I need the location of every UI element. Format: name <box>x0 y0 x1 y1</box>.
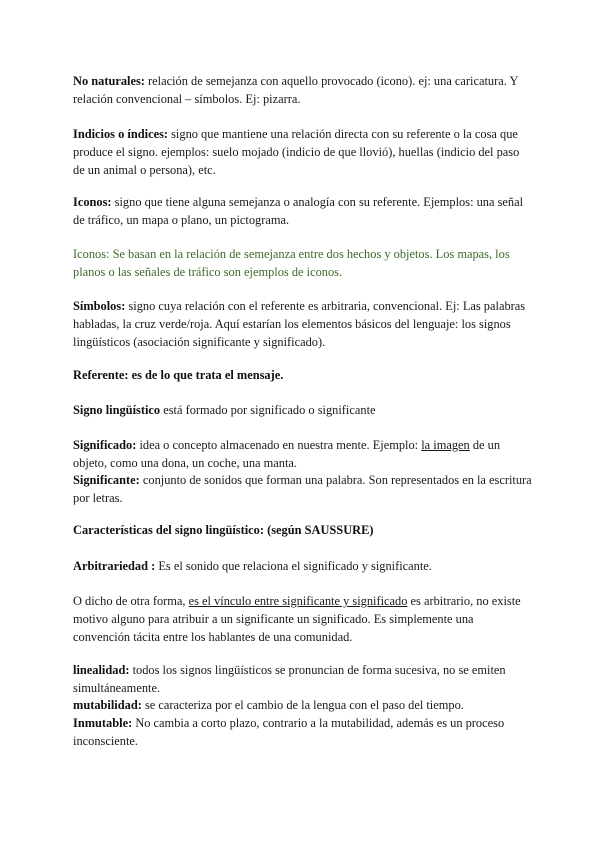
paragraph-mutabilidad <box>73 696 533 714</box>
term-arbitrariedad: Arbitrariedad : <box>73 559 156 573</box>
paragraph-signo-linguistico <box>73 401 533 419</box>
term-significante: Significante: <box>73 473 140 487</box>
paragraph-referente <box>73 366 533 384</box>
paragraph-no-naturales <box>73 72 533 108</box>
term-signo-linguistico: Signo lingüístico <box>73 403 161 417</box>
vinculo-link[interactable]: es el vínculo entre significante y significado <box>188 594 408 608</box>
paragraph-linealidad <box>73 661 533 697</box>
term-linealidad: linealidad: <box>73 663 130 677</box>
definition-linealidad: todos los signos lingüísticos se pronuncian de forma sucesiva, no se emiten simultáneamente. <box>73 663 506 695</box>
dicho-end: es arbitrario, no existe motivo alguno para atribuir a un significante un significado. Es simplemente una convención tácita entre los hablantes de una comunidad. <box>73 594 521 644</box>
term-mutabilidad: mutabilidad: <box>73 698 142 712</box>
la-imagen-link[interactable]: la imagen <box>421 438 470 452</box>
paragraph-dicho-de-otra-forma <box>73 592 533 646</box>
definition-no-naturales: relación de semejanza con aquello provocado (icono). ej: una caricatura. Y relación convencional – símbolos. Ej: pizarra. <box>73 74 518 106</box>
definition-significado-start: idea o concepto almacenado en nuestra mente. Ejemplo: <box>136 438 422 452</box>
term-significado: Significado: <box>73 438 137 452</box>
paragraph-iconos <box>73 193 533 229</box>
definition-arbitrariedad: Es el sonido que relaciona el significado y significante. <box>155 559 432 573</box>
paragraph-caracteristicas-heading <box>73 521 533 539</box>
definition-iconos: signo que tiene alguna semejanza o analogía con su referente. Ejemplos: una señal de tráfico, un mapa o plano, un pictograma. <box>73 195 524 227</box>
term-simbolos: Símbolos: <box>73 299 126 313</box>
paragraph-indicios <box>73 125 533 179</box>
dicho-start: O dicho de otra forma, <box>73 594 189 608</box>
term-iconos: Iconos: <box>73 195 112 209</box>
definition-simbolos: signo cuya relación con el referente es arbitraria, convencional. Ej: Las palabras habladas, la cruz verde/roja. Aquí estarían los elementos básicos del lenguaje: los signos lingüísticos (asociación significante y significado). <box>73 299 526 349</box>
paragraph-arbitrariedad <box>73 557 533 575</box>
definition-signo-linguistico: está formado por significado o significante <box>160 403 376 417</box>
definition-inmutable: No cambia a corto plazo, contrario a la mutabilidad, además es un proceso inconsciente. <box>73 716 505 748</box>
term-indicios: Indicios o índices: <box>73 127 169 141</box>
term-no-naturales: No naturales: <box>73 74 145 88</box>
definition-indicios: signo que mantiene una relación directa con su referente o la cosa que produce el signo. ejemplos: suelo mojado (indicio de que llovió), huellas (indicio del paso de un animal o persona), etc. <box>73 127 520 177</box>
paragraph-inmutable <box>73 714 533 750</box>
term-inmutable: Inmutable: <box>73 716 133 730</box>
paragraph-significado <box>73 436 533 472</box>
paragraph-significante <box>73 471 533 507</box>
paragraph-simbolos <box>73 297 533 351</box>
definition-mutabilidad: se caracteriza por el cambio de la lengua con el paso del tiempo. <box>141 698 464 712</box>
term-referente: Referente: es de lo que trata el mensaje. <box>73 368 284 382</box>
definition-significado-end: de un objeto, como una dona, un coche, una manta. <box>73 438 501 470</box>
paragraph-iconos-note: Iconos: Se basan en la relación de semejanza entre dos hechos y objetos. Los mapas, los planos o las señales de tráfico son ejemplos de iconos. <box>73 247 510 279</box>
section-heading-caracteristicas: Características del signo lingüístico: (según SAUSSURE) <box>73 523 374 537</box>
definition-significante: conjunto de sonidos que forman una palabra. Son representados en la escritura por letras. <box>73 473 532 505</box>
